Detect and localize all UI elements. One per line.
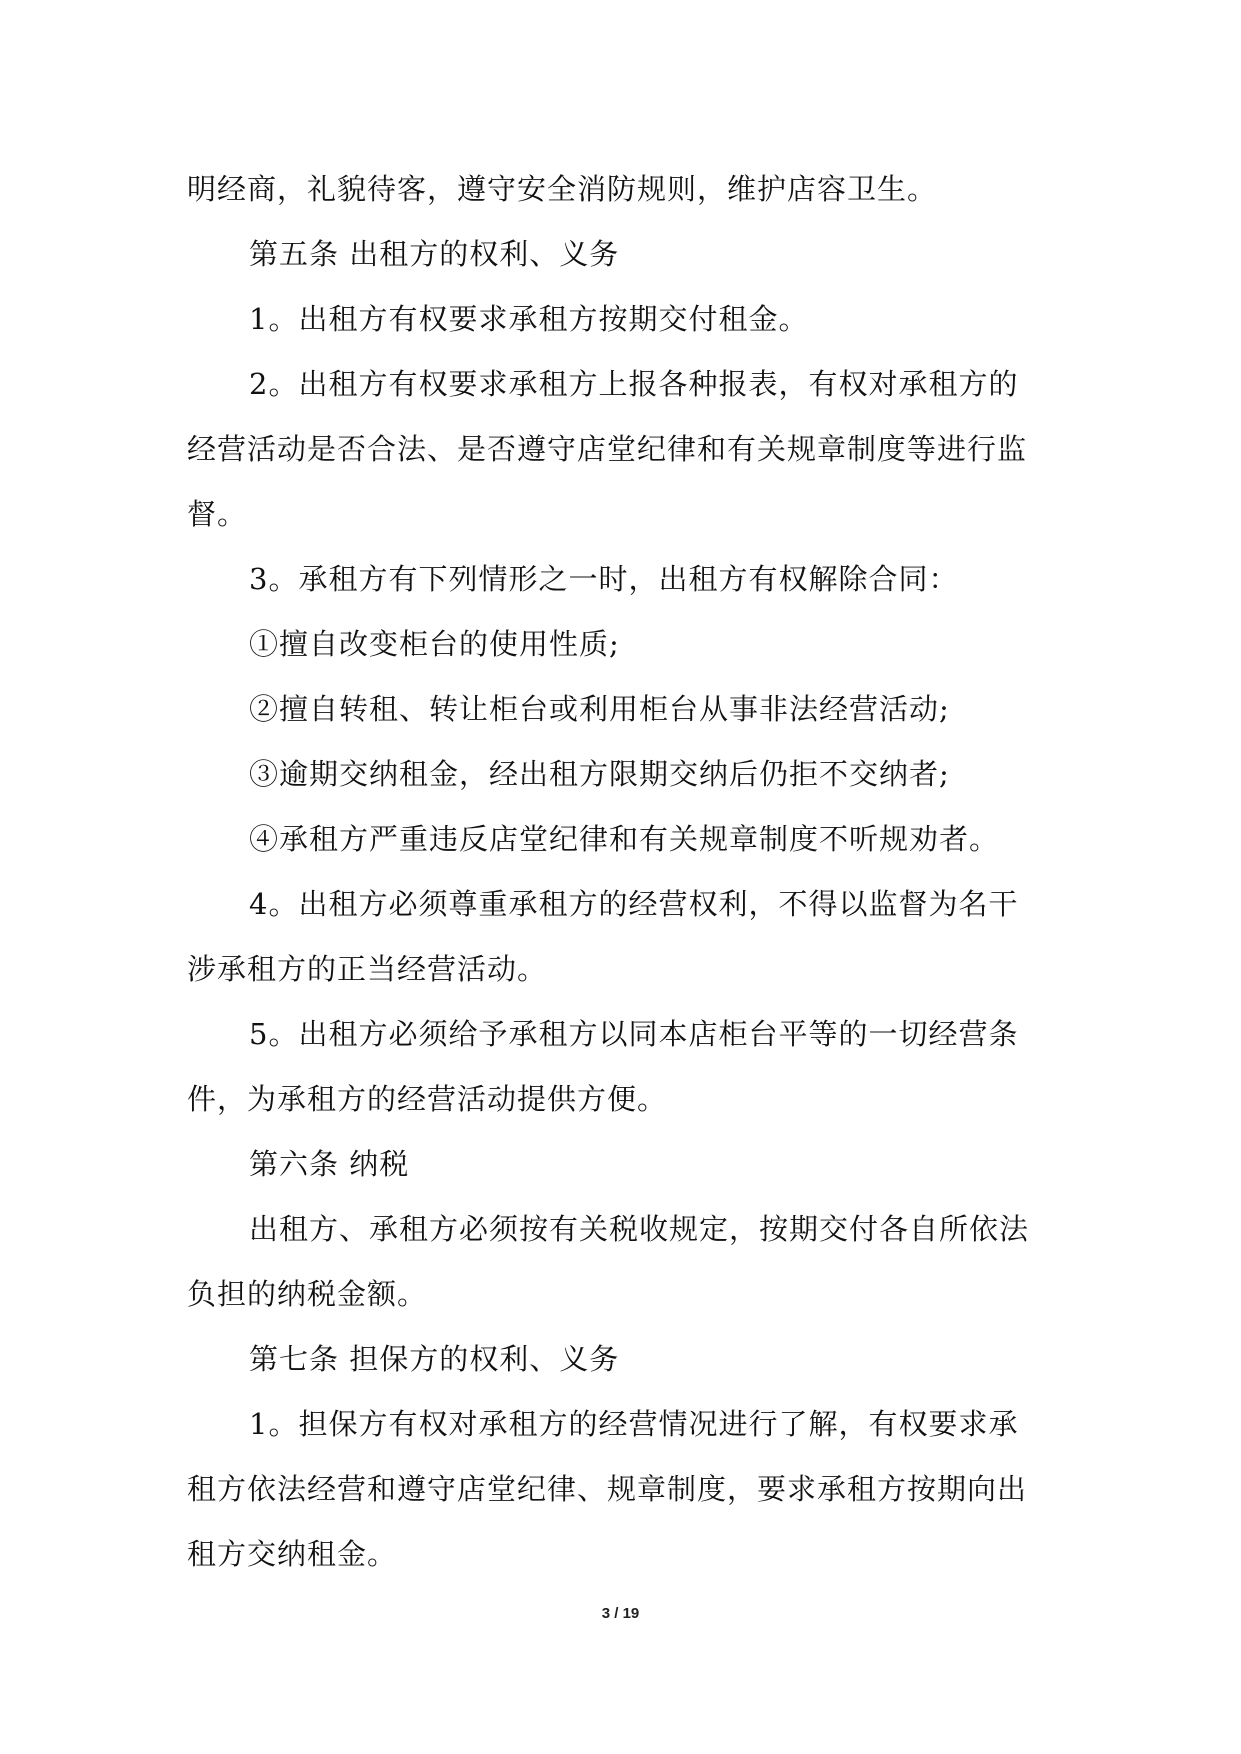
body-text: [187, 157, 1057, 1587]
text-line: 1。担保方有权对承租方的经营情况进行了解，有权要求承: [249, 1407, 1019, 1441]
text-line: 第五条 出租方的权利、义务: [249, 237, 620, 271]
text-line: 4。出租方必须尊重承租方的经营权利，不得以监督为名干: [249, 887, 1019, 921]
text-line: ①擅自改变柜台的使用性质;: [249, 627, 620, 661]
text-line: 明经商，礼貌待客，遵守安全消防规则，维护店容卫生。: [187, 172, 938, 206]
text-line: 出租方、承租方必须按有关税收规定，按期交付各自所依法: [249, 1212, 1030, 1246]
text-line: ④承租方严重违反店堂纪律和有关规章制度不听规劝者。: [249, 822, 1000, 856]
text-line: 3。承租方有下列情形之一时，出租方有权解除合同：: [249, 562, 959, 596]
text-line: 第六条 纳税: [249, 1147, 410, 1181]
text-line: 件，为承租方的经营活动提供方便。: [187, 1082, 668, 1116]
text-line: 租方交纳租金。: [187, 1537, 398, 1571]
text-line: ②擅自转租、转让柜台或利用柜台从事非法经营活动;: [249, 692, 950, 726]
text-line: ③逾期交纳租金，经出租方限期交纳后仍拒不交纳者;: [249, 757, 950, 791]
text-line: 第七条 担保方的权利、义务: [249, 1342, 620, 1376]
page-number: 3 / 19: [601, 1605, 640, 1622]
text-line: 租方依法经营和遵守店堂纪律、规章制度，要求承租方按期向出: [187, 1472, 1028, 1506]
text-line: 涉承租方的正当经营活动。: [187, 952, 548, 986]
text-line: 负担的纳税金额。: [187, 1277, 428, 1311]
text-line: 5。出租方必须给予承租方以同本店柜台平等的一切经营条: [249, 1017, 1019, 1051]
text-line: 1。出租方有权要求承租方按期交付租金。: [249, 302, 809, 336]
text-line: 督。: [187, 497, 248, 531]
text-line: 经营活动是否合法、是否遵守店堂纪律和有关规章制度等进行监: [187, 432, 1028, 466]
text-line: 2。出租方有权要求承租方上报各种报表，有权对承租方的: [249, 367, 1019, 401]
